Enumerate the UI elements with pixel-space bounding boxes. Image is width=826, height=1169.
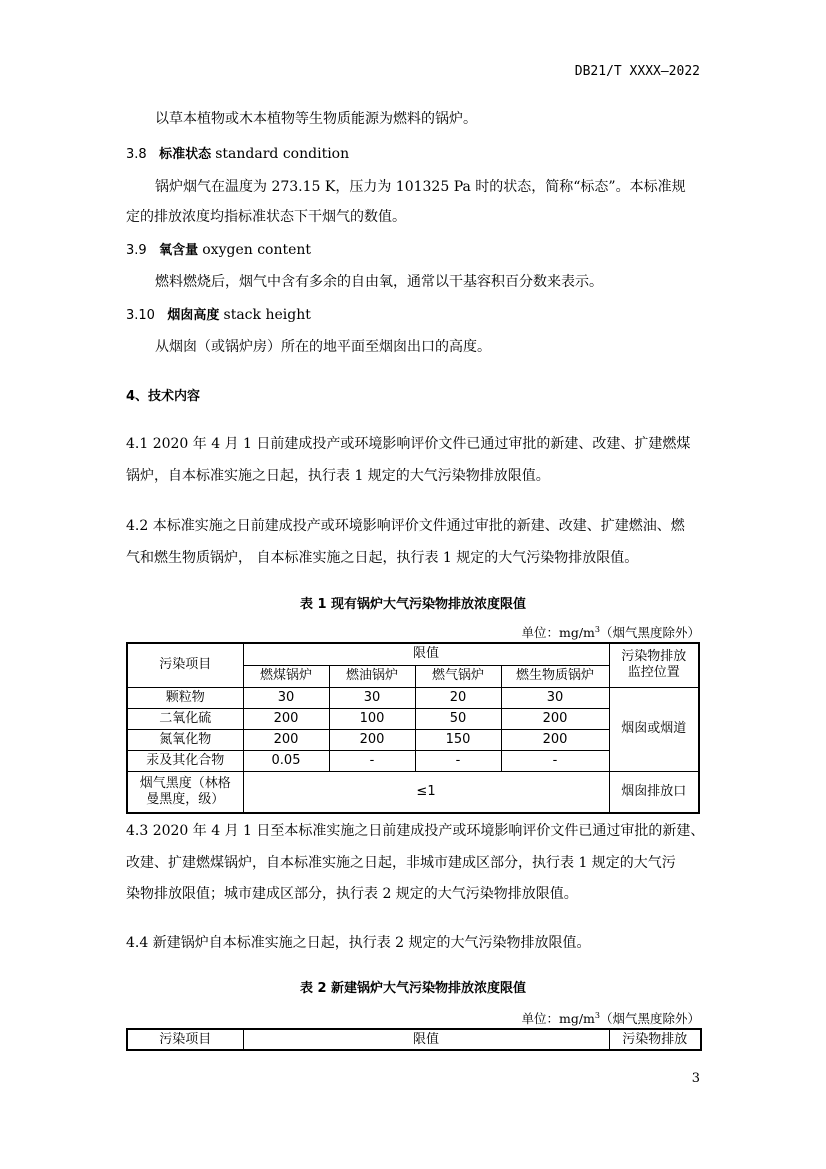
definition-3-10-heading <box>126 304 311 323</box>
cell-value: - <box>501 750 609 771</box>
definition-3-8-line-1: 锅炉烟气在温度为 273.15 K，压力为 101325 Pa 时的状态，简称“标态”。本标准规 <box>155 179 686 195</box>
table-row <box>127 771 699 813</box>
definition-3-9-heading <box>126 239 311 258</box>
table-2 <box>126 1028 702 1051</box>
header-pollutant: 污染项目 <box>127 643 243 687</box>
term-zh: 标准状态 <box>159 147 212 162</box>
cell-value: - <box>329 750 415 771</box>
definition-intro-line: 以草本植物或木本植物等生物质能源为燃料的锅炉。 <box>155 111 477 127</box>
section-number: 3.8 <box>126 147 147 162</box>
cell-value: 200 <box>243 729 329 750</box>
header-monitor-location: 污染物排放 <box>609 1029 701 1050</box>
row-pollutant: 烟气黑度（林格 曼黑度，级） <box>127 771 243 813</box>
header-monitor-location: 污染物排放 监控位置 <box>609 643 699 687</box>
section-number: 3.10 <box>126 308 155 323</box>
header-pollutant: 污染项目 <box>127 1029 243 1050</box>
paragraph-4-3-line-2: 改建、扩建燃煤锅炉，自本标准实施之日起，非城市建成区部分，执行表 1 规定的大气污 <box>126 855 676 871</box>
cell-value: 200 <box>501 708 609 729</box>
cell-value: 150 <box>415 729 501 750</box>
document-id: DB21/T XXXX—2022 <box>574 64 700 79</box>
cell-value: 0.05 <box>243 750 329 771</box>
term-zh: 烟囱高度 <box>167 308 220 323</box>
monitor-cell: 烟囱排放口 <box>609 771 699 813</box>
table-1-unit: 单位：$mg/m^3$（烟气黑度除外） <box>521 624 700 640</box>
paragraph-4-2-line-1: 4.2 本标准实施之日前建成投产或环境影响评价文件通过审批的新建、改建、扩建燃油、燃 <box>126 518 685 534</box>
term-en: oxygen content <box>202 242 312 258</box>
definition-3-8-heading <box>126 143 349 162</box>
term-en: standard condition <box>215 146 350 162</box>
paragraph-4-4-line-1: 4.4 新建锅炉自本标准实施之日起，执行表 2 规定的大气污染物排放限值。 <box>126 935 591 951</box>
cell-value: 20 <box>415 687 501 708</box>
row-pollutant: 颗粒物 <box>127 687 243 708</box>
paragraph-4-1-line-2: 锅炉，自本标准实施之日起，执行表 1 规定的大气污染物排放限值。 <box>126 468 550 484</box>
section-number: 3.9 <box>126 243 147 258</box>
section-4-heading: 4、技术内容 <box>126 389 201 404</box>
term-en: stack height <box>223 307 311 323</box>
row-pollutant: 汞及其化合物 <box>127 750 243 771</box>
paragraph-4-1-line-1: 4.1 2020 年 4 月 1 日前建成投产或环境影响评价文件已通过审批的新建、改建、扩建燃煤 <box>126 436 691 452</box>
term-zh: 氧含量 <box>159 243 199 258</box>
cell-value: - <box>415 750 501 771</box>
header-biomass-boiler: 燃生物质锅炉 <box>501 665 609 687</box>
header-limit: 限值 <box>243 1029 609 1050</box>
table-row <box>127 687 699 708</box>
paragraph-4-3-line-3: 染物排放限值；城市建成区部分，执行表 2 规定的大气污染物排放限值。 <box>126 886 578 902</box>
table-2-caption: 表 2 新建锅炉大气污染物排放浓度限值 <box>299 981 527 996</box>
header-gas-boiler: 燃气锅炉 <box>415 665 501 687</box>
row-pollutant: 二氧化硫 <box>127 708 243 729</box>
cell-value: 200 <box>243 708 329 729</box>
table-1-caption: 表 1 现有锅炉大气污染物排放浓度限值 <box>299 597 527 612</box>
row-pollutant: 氮氧化物 <box>127 729 243 750</box>
definition-3-9-line-1: 燃料燃烧后，烟气中含有多余的自由氧，通常以干基容积百分数来表示。 <box>155 274 603 290</box>
cell-value: 30 <box>243 687 329 708</box>
page-number: 3 <box>691 1071 700 1086</box>
cell-value: ≤1 <box>243 771 609 813</box>
table-2-unit: 单位：$mg/m^3$（烟气黑度除外） <box>521 1010 700 1026</box>
header-limit: 限值 <box>243 643 609 665</box>
definition-3-8-line-2: 定的排放浓度均指标准状态下干烟气的数值。 <box>126 209 406 225</box>
monitor-group-cell: 烟囱或烟道 <box>609 687 699 771</box>
cell-value: 30 <box>501 687 609 708</box>
header-oil-boiler: 燃油锅炉 <box>329 665 415 687</box>
header-coal-boiler: 燃煤锅炉 <box>243 665 329 687</box>
paragraph-4-3-line-1: 4.3 2020 年 4 月 1 日至本标准实施之日前建成投产或环境影响评价文件已通过审批的新建、 <box>126 823 705 839</box>
cell-value: 50 <box>415 708 501 729</box>
paragraph-4-2-line-2: 气和燃生物质锅炉， 自本标准实施之日起，执行表 1 规定的大气污染物排放限值。 <box>126 550 639 566</box>
cell-value: 30 <box>329 687 415 708</box>
cell-value: 200 <box>329 729 415 750</box>
cell-value: 100 <box>329 708 415 729</box>
cell-value: 200 <box>501 729 609 750</box>
table-1 <box>126 642 700 814</box>
definition-3-10-line-1: 从烟囱（或锅炉房）所在的地平面至烟囱出口的高度。 <box>155 339 491 355</box>
